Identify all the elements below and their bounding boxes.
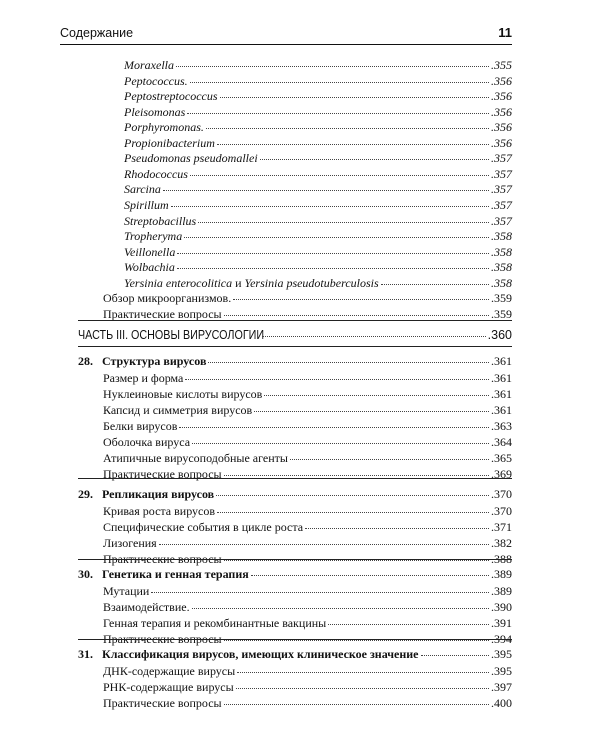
toc-entry-section[interactable] bbox=[103, 584, 512, 598]
dot-leader bbox=[217, 143, 489, 145]
toc-entry-section[interactable] bbox=[103, 403, 512, 417]
entry-page: .389 bbox=[491, 583, 512, 598]
entry-label bbox=[124, 276, 379, 290]
section-divider bbox=[78, 346, 512, 347]
entry-label bbox=[103, 504, 215, 518]
entry-label bbox=[124, 120, 204, 134]
entry-label bbox=[78, 647, 419, 661]
section-title: Специфические события в цикле роста bbox=[103, 519, 304, 534]
entry-page: .358 bbox=[491, 275, 512, 290]
entry-page: .357 bbox=[491, 151, 512, 166]
toc-entry-genus[interactable] bbox=[124, 120, 512, 134]
section-title: Капсид и симметрия вирусов bbox=[103, 402, 253, 417]
toc-entry-genus[interactable] bbox=[124, 58, 512, 72]
entry-page: .370 bbox=[491, 503, 512, 518]
toc-entry-genus[interactable] bbox=[124, 229, 512, 243]
entry-page: .390 bbox=[491, 599, 512, 614]
toc-entry-section[interactable] bbox=[103, 371, 512, 385]
entry-page: .356 bbox=[491, 135, 512, 150]
genus-name: Porphyromonas. bbox=[124, 120, 204, 135]
section-title: Практические вопросы bbox=[103, 551, 222, 566]
entry-page: .365 bbox=[491, 451, 512, 465]
dot-leader bbox=[220, 96, 489, 98]
entry-page: .357 bbox=[491, 213, 512, 228]
header-rule bbox=[60, 44, 512, 45]
entry-label bbox=[124, 74, 188, 88]
entry-page: .391 bbox=[491, 615, 512, 630]
toc-entry-section[interactable] bbox=[103, 664, 512, 678]
section-title: Практические вопросы bbox=[103, 467, 222, 482]
toc-entry-section[interactable] bbox=[103, 419, 512, 433]
entry-label bbox=[103, 696, 222, 710]
entry-label bbox=[124, 136, 215, 150]
section-title: Лизогения bbox=[103, 535, 157, 550]
toc-entry-genus[interactable] bbox=[124, 245, 512, 259]
entry-label bbox=[103, 419, 177, 433]
genus-name: Peptostreptococcus bbox=[124, 89, 218, 104]
toc-entry-chapter[interactable] bbox=[78, 567, 512, 581]
toc-entry-genus[interactable] bbox=[124, 151, 512, 165]
genus-name: Propionibacterium bbox=[124, 135, 215, 150]
toc-entry-genus[interactable] bbox=[124, 182, 512, 196]
entry-page: .388 bbox=[491, 551, 512, 566]
entry-label bbox=[103, 584, 149, 598]
dot-leader bbox=[224, 314, 489, 316]
entry-page: .357 bbox=[491, 197, 512, 212]
entry-label bbox=[103, 680, 234, 694]
toc-entry-genus[interactable] bbox=[124, 167, 512, 181]
dot-leader bbox=[187, 112, 489, 114]
entry-label bbox=[78, 487, 214, 501]
entry-label bbox=[103, 291, 231, 305]
entry-page: .356 bbox=[491, 120, 512, 135]
genus-name: Moraxella bbox=[124, 58, 174, 72]
dot-leader bbox=[251, 574, 489, 576]
dot-leader bbox=[328, 623, 489, 625]
entry-page: .361 bbox=[491, 354, 512, 368]
entry-label bbox=[124, 214, 196, 228]
section-title: Нуклеиновые кислоты вирусов bbox=[103, 386, 263, 401]
section-divider bbox=[78, 320, 512, 321]
toc-entry-genus[interactable] bbox=[124, 214, 512, 228]
dot-leader bbox=[421, 654, 490, 656]
entry-page: .357 bbox=[491, 182, 512, 197]
dot-leader bbox=[151, 591, 489, 593]
toc-entry-section[interactable] bbox=[103, 696, 512, 710]
chapter-number: 31. bbox=[78, 647, 93, 661]
entry-page: .361 bbox=[491, 370, 512, 385]
entry-page: .358 bbox=[491, 229, 512, 244]
section-title: РНК-содержащие вирусы bbox=[103, 679, 234, 694]
dot-leader bbox=[208, 361, 489, 363]
dot-leader bbox=[163, 189, 489, 191]
dot-leader bbox=[290, 458, 489, 460]
genus-name: Yersinia enterocolitica bbox=[124, 275, 233, 290]
entry-page: .389 bbox=[491, 567, 512, 581]
entry-page: .361 bbox=[491, 402, 512, 417]
dot-leader bbox=[216, 494, 489, 496]
genus-name: Sarcina bbox=[124, 182, 161, 197]
toc-entry-section[interactable] bbox=[103, 435, 512, 449]
toc-entry-genus[interactable] bbox=[124, 105, 512, 119]
entry-page: .356 bbox=[491, 89, 512, 104]
chapter-title: Репликация вирусов bbox=[102, 487, 215, 501]
dot-leader bbox=[381, 283, 489, 285]
section-divider bbox=[78, 639, 512, 640]
entry-label bbox=[124, 260, 175, 274]
dot-leader bbox=[305, 527, 489, 529]
section-title: Размер и форма bbox=[103, 370, 184, 385]
section-title: Практические вопросы bbox=[103, 306, 222, 321]
entry-page: .356 bbox=[491, 104, 512, 119]
section-title: Кривая роста вирусов bbox=[103, 503, 216, 518]
entry-label bbox=[124, 182, 161, 196]
toc-entry-section[interactable] bbox=[103, 600, 512, 614]
dot-leader bbox=[177, 267, 489, 269]
dot-leader bbox=[190, 174, 489, 176]
toc-entry-chapter[interactable] bbox=[78, 487, 512, 501]
entry-label bbox=[103, 435, 190, 449]
entry-label bbox=[103, 664, 235, 678]
section-title: Мутации bbox=[103, 583, 150, 598]
genus-name: Spirillum bbox=[124, 197, 169, 212]
entry-page: .359 bbox=[491, 291, 512, 306]
entry-page: .363 bbox=[491, 418, 512, 433]
dot-leader bbox=[224, 474, 489, 476]
section-title: Практические вопросы bbox=[103, 695, 222, 710]
section-title: Практические вопросы bbox=[103, 631, 222, 646]
section-title: ДНК-содержащие вирусы bbox=[103, 663, 236, 678]
toc-entry-genus[interactable] bbox=[124, 89, 512, 103]
running-header bbox=[60, 14, 512, 42]
entry-label bbox=[103, 520, 303, 534]
chapter-title: Генетика и генная терапия bbox=[102, 567, 249, 581]
dot-leader bbox=[237, 671, 489, 673]
genus-name: Tropheryma bbox=[124, 229, 183, 244]
genus-name: Veillonella bbox=[124, 244, 176, 259]
entry-label bbox=[78, 567, 249, 581]
toc-entry-section[interactable] bbox=[103, 616, 512, 630]
entry-page: .400 bbox=[491, 695, 512, 710]
running-header-title: Содержание bbox=[60, 26, 134, 40]
dot-leader bbox=[179, 426, 489, 428]
toc-entry-section[interactable] bbox=[103, 307, 512, 321]
entry-page: .361 bbox=[491, 386, 512, 401]
entry-label bbox=[124, 198, 169, 212]
entry-label bbox=[78, 328, 264, 342]
dot-leader bbox=[233, 298, 489, 300]
entry-page: .395 bbox=[491, 647, 512, 661]
toc-entry-genus[interactable] bbox=[124, 136, 512, 150]
genus-name: Peptococcus. bbox=[124, 73, 188, 88]
section-title: Белки вирусов bbox=[103, 418, 178, 433]
section-divider bbox=[78, 559, 512, 560]
entry-label bbox=[124, 58, 174, 72]
dot-leader bbox=[192, 442, 489, 444]
genus-name: Pseudomonas pseudomallei bbox=[124, 151, 258, 166]
entry-page: .394 bbox=[491, 631, 512, 646]
toc-entry-section[interactable] bbox=[103, 536, 512, 550]
genus-name: Pleisomonas bbox=[124, 104, 186, 119]
dot-leader bbox=[260, 158, 489, 160]
entry-label bbox=[103, 307, 222, 321]
dot-leader bbox=[264, 394, 489, 396]
chapter-number: 28. bbox=[78, 354, 93, 368]
genus-name: Streptobacillus bbox=[124, 213, 197, 228]
entry-label bbox=[124, 89, 218, 103]
chapter-number: 30. bbox=[78, 567, 93, 581]
entry-label bbox=[103, 371, 183, 385]
entry-page: .355 bbox=[491, 58, 512, 72]
section-title: Генная терапия и рекомбинантные вакцины bbox=[103, 615, 327, 630]
entry-label bbox=[103, 600, 190, 614]
entry-label bbox=[124, 151, 258, 165]
entry-page: .358 bbox=[491, 260, 512, 275]
section-title: Оболочка вируса bbox=[103, 434, 191, 449]
entry-page: .356 bbox=[491, 73, 512, 88]
entry-page: .359 bbox=[491, 306, 512, 321]
chapter-title: Структура вирусов bbox=[102, 354, 207, 368]
genus-name: Wolbachia bbox=[124, 260, 175, 275]
chapter-number: 29. bbox=[78, 487, 93, 501]
entry-label bbox=[103, 451, 288, 465]
toc-entry-yersinia[interactable] bbox=[124, 276, 512, 290]
section-title: Взаимодействие. bbox=[103, 599, 190, 614]
part-title: ЧАСТЬ III. ОСНОВЫ ВИРУСОЛОГИИ bbox=[78, 328, 265, 342]
dot-leader bbox=[217, 511, 489, 513]
entry-page: .364 bbox=[491, 434, 512, 449]
entry-label bbox=[124, 167, 188, 181]
entry-label bbox=[124, 105, 185, 119]
toc-entry-section[interactable] bbox=[103, 520, 512, 534]
toc-entry-chapter[interactable] bbox=[78, 647, 512, 661]
dot-leader bbox=[262, 335, 485, 337]
conjunction: и bbox=[232, 275, 245, 290]
entry-page: .358 bbox=[491, 244, 512, 259]
dot-leader bbox=[190, 81, 489, 83]
toc-entry-section[interactable] bbox=[103, 291, 512, 305]
dot-leader bbox=[224, 703, 489, 705]
entry-label bbox=[78, 354, 206, 368]
dot-leader bbox=[206, 127, 489, 129]
section-title: Обзор микроорганизмов. bbox=[103, 291, 232, 306]
entry-label bbox=[124, 229, 182, 243]
genus-name: Rhodococcus bbox=[124, 166, 188, 181]
entry-label bbox=[103, 403, 252, 417]
dot-leader bbox=[254, 410, 489, 412]
entry-label bbox=[103, 616, 326, 630]
entry-page: .397 bbox=[491, 679, 512, 694]
section-divider bbox=[78, 478, 512, 479]
dot-leader bbox=[176, 65, 489, 67]
toc-entry-part[interactable] bbox=[78, 328, 512, 342]
entry-label bbox=[103, 536, 157, 550]
toc-entry-section[interactable] bbox=[103, 680, 512, 694]
page-number: 11 bbox=[498, 25, 512, 40]
toc-entry-section[interactable] bbox=[103, 504, 512, 518]
genus-name: Yersinia pseudotuberculosis bbox=[244, 275, 379, 290]
dot-leader bbox=[159, 543, 489, 545]
entry-label bbox=[103, 387, 262, 401]
section-title: Атипичные вирусоподобные агенты bbox=[103, 451, 288, 465]
toc-entry-section[interactable] bbox=[103, 451, 512, 465]
entry-page: .370 bbox=[491, 487, 512, 501]
toc-entry-chapter[interactable] bbox=[78, 354, 512, 368]
chapter-title: Классификация вирусов, имеющих клиническое значение bbox=[102, 647, 419, 661]
toc-entry-genus[interactable] bbox=[124, 198, 512, 212]
entry-page: .369 bbox=[491, 467, 512, 482]
toc-entry-section[interactable] bbox=[103, 387, 512, 401]
dot-leader bbox=[198, 221, 489, 223]
entry-page: .371 bbox=[491, 519, 512, 534]
entry-page: .357 bbox=[491, 166, 512, 181]
toc-entry-genus[interactable] bbox=[124, 260, 512, 274]
dot-leader bbox=[236, 687, 489, 689]
dot-leader bbox=[171, 205, 489, 207]
toc-entry-genus[interactable] bbox=[124, 74, 512, 88]
dot-leader bbox=[184, 236, 489, 238]
entry-page: .382 bbox=[491, 535, 512, 550]
entry-page: .360 bbox=[487, 328, 512, 342]
dot-leader bbox=[177, 252, 489, 254]
dot-leader bbox=[192, 607, 489, 609]
entry-label bbox=[124, 245, 175, 259]
entry-page: .395 bbox=[491, 663, 512, 678]
dot-leader bbox=[185, 378, 489, 380]
